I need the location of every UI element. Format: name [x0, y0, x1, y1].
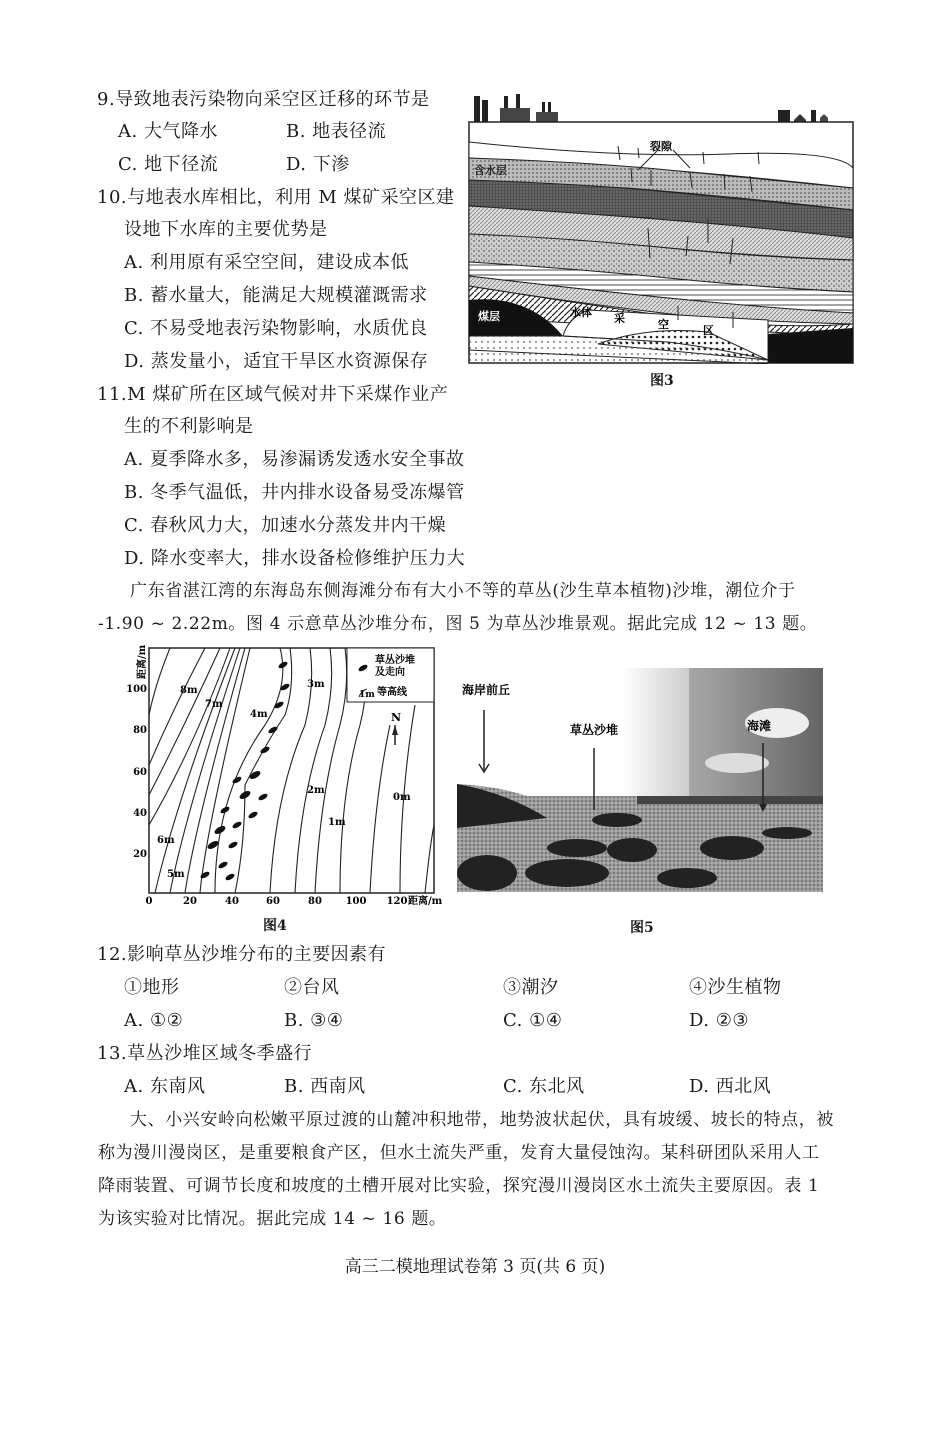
- x-tick: 120: [386, 896, 408, 907]
- legend-contour-value: 1m: [359, 690, 375, 700]
- figure-3-cross-section: [468, 88, 854, 364]
- q11-option-d: D. 降水变率大，排水设备检修维护压力大: [124, 548, 466, 569]
- label-grass-dunes: 草丛沙堆: [570, 723, 619, 737]
- contour-label: 5m: [167, 869, 185, 880]
- question-11-stem-cont: 生的不利影响是: [124, 416, 254, 437]
- q12-option-d: D. ②③: [689, 1010, 750, 1031]
- figure-5-caption: 图5: [630, 920, 654, 936]
- passage-1-line-1: 广东省湛江湾的东海岛东侧海滩分布有大小不等的草丛(沙生草本植物)沙堆，潮位介于: [130, 581, 796, 601]
- label-fissure: 裂隙: [650, 140, 672, 153]
- figure-4-caption: 图4: [263, 918, 287, 934]
- legend-dune: 草丛沙堆: [375, 655, 415, 666]
- question-13-stem: [97, 1038, 312, 1070]
- north-label: N: [391, 711, 402, 724]
- q12-factor-4: ④沙生植物: [689, 977, 782, 998]
- label-goaf-3: 区: [703, 324, 714, 337]
- q12-option-b: B. ③④: [284, 1010, 344, 1031]
- question-text: 与地表水库相比，利用 M 煤矿采空区建: [127, 187, 455, 208]
- q12-factor-3: ③潮汐: [503, 977, 559, 998]
- question-number: 10.: [97, 187, 128, 208]
- question-12-stem: [97, 939, 386, 971]
- contour-label: 7m: [205, 699, 223, 710]
- contour-label: 1m: [328, 817, 346, 828]
- x-tick: 0: [145, 896, 153, 907]
- x-tick: 80: [308, 896, 322, 907]
- passage-1-line-2: -1.90 ~ 2.22m。图 4 示意草丛沙堆分布，图 5 为草丛沙堆景观。据此完成 12 ~ 13 题。: [98, 614, 818, 634]
- passage-2-line-1: 大、小兴安岭向松嫩平原过渡的山麓冲积地带，地势波状起伏，具有坡缓、坡长的特点，被: [130, 1110, 834, 1130]
- label-goaf-2: 空: [658, 318, 669, 331]
- contour-label: 8m: [180, 685, 198, 696]
- q9-option-d: D. 下渗: [286, 154, 350, 175]
- q13-option-d: D. 西北风: [689, 1076, 772, 1097]
- x-tick: 40: [225, 896, 239, 907]
- y-tick: 60: [133, 767, 147, 778]
- passage-2-line-4: 为该实验对比情况。据此完成 14 ~ 16 题。: [98, 1209, 447, 1229]
- legend-dune-2: 及走向: [375, 667, 405, 678]
- contour-label: 2m: [307, 785, 325, 796]
- question-text: M 煤矿所在区域气候对井下采煤作业产: [127, 384, 449, 405]
- label-aquifer: 含水层: [474, 164, 507, 177]
- x-tick: 60: [266, 896, 280, 907]
- q10-option-a: A. 利用原有采空空间，建设成本低: [124, 252, 409, 273]
- contour-label: 0m: [393, 792, 411, 803]
- question-text: 草丛沙堆区域冬季盛行: [127, 1043, 313, 1064]
- q10-option-c: C. 不易受地表污染物影响，水质优良: [124, 318, 428, 339]
- contour-label: 6m: [157, 835, 175, 846]
- q12-factor-2: ②台风: [284, 977, 340, 998]
- contour-label: 4m: [250, 709, 268, 720]
- q12-factor-1: ①地形: [124, 977, 180, 998]
- beach-landscape-photo: [457, 668, 823, 892]
- x-tick: 100: [345, 896, 367, 907]
- question-text: 影响草丛沙堆分布的主要因素有: [127, 944, 387, 965]
- geologic-section-diagram: [468, 88, 854, 364]
- contour-label: 3m: [307, 679, 325, 690]
- q13-option-b: B. 西南风: [284, 1076, 366, 1097]
- label-water-body: 水体: [570, 306, 592, 319]
- question-11-stem: [97, 379, 448, 411]
- label-coal-seam: 煤层: [478, 310, 500, 323]
- q11-option-c: C. 春秋风力大，加速水分蒸发井内干燥: [124, 515, 447, 536]
- x-axis-label: 距离/m: [408, 896, 443, 907]
- question-number: 11.: [97, 384, 128, 405]
- y-axis-label: 距离/m: [137, 645, 148, 679]
- q13-option-c: C. 东北风: [503, 1076, 585, 1097]
- y-tick: 100: [126, 684, 147, 695]
- question-9-stem: [97, 84, 430, 116]
- question-10-stem: [97, 182, 455, 214]
- q11-option-b: B. 冬季气温低，井内排水设备易受冻爆管: [124, 482, 465, 503]
- y-tick: 20: [133, 849, 147, 860]
- question-number: 13.: [97, 1043, 128, 1064]
- label-beach: 海滩: [747, 719, 772, 733]
- figure-4-contour-map: [125, 645, 445, 910]
- question-number: 9.: [97, 89, 116, 110]
- contour-map-svg: [125, 645, 445, 910]
- x-tick: 20: [183, 896, 197, 907]
- passage-2-line-3: 降雨装置、可调节长度和坡度的土槽开展对比实验，探究漫川漫岗区水土流失主要原因。表 1: [98, 1176, 820, 1196]
- y-tick: 80: [133, 725, 147, 736]
- question-10-stem-cont: 设地下水库的主要优势是: [124, 219, 328, 240]
- q11-option-a: A. 夏季降水多，易渗漏诱发透水安全事故: [124, 449, 465, 470]
- q10-option-b: B. 蓄水量大，能满足大规模灌溉需求: [124, 285, 428, 306]
- question-number: 12.: [97, 944, 128, 965]
- question-text: 导致地表污染物向采空区迁移的环节是: [115, 89, 430, 110]
- q13-option-a: A. 东南风: [124, 1076, 206, 1097]
- q9-option-a: A. 大气降水: [118, 121, 218, 142]
- q12-option-c: C. ①④: [503, 1010, 563, 1031]
- legend-contour: 等高线: [377, 687, 407, 698]
- page-footer: 高三二模地理试卷第 3 页(共 6 页): [344, 1257, 606, 1277]
- label-goaf-1: 采: [614, 312, 625, 325]
- passage-2-line-2: 称为漫川漫岗区，是重要粮食产区，但水土流失严重，发育大量侵蚀沟。某科研团队采用人工: [98, 1143, 820, 1163]
- q9-option-b: B. 地表径流: [286, 121, 387, 142]
- q10-option-d: D. 蒸发量小，适宜干旱区水资源保存: [124, 351, 429, 372]
- figure-5-photo: [457, 668, 823, 892]
- q9-option-c: C. 地下径流: [118, 154, 219, 175]
- q12-option-a: A. ①②: [124, 1010, 184, 1031]
- label-foredune: 海岸前丘: [462, 683, 511, 697]
- y-tick: 40: [133, 808, 147, 819]
- figure-3-caption: 图3: [650, 373, 674, 389]
